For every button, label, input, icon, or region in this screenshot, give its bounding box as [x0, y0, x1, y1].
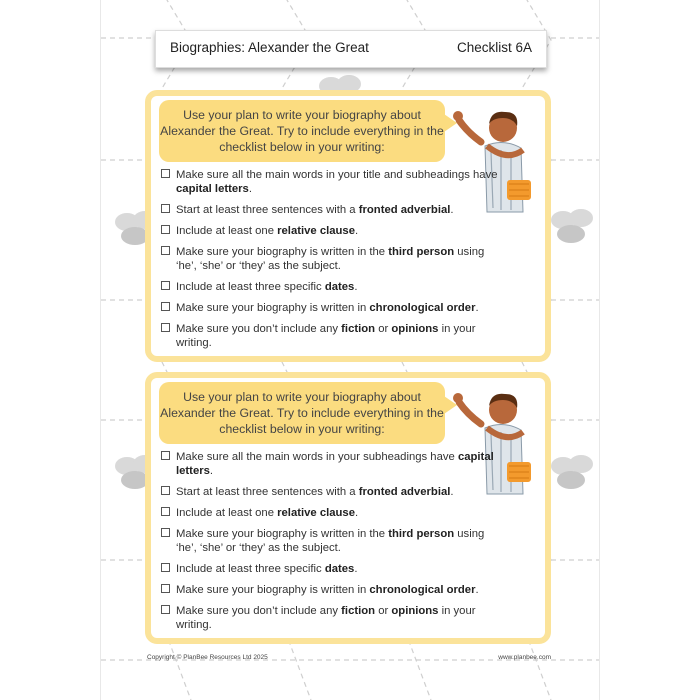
- list-item: Include at least one relative clause.: [161, 224, 501, 238]
- checkbox[interactable]: [161, 605, 170, 614]
- checklist: [161, 450, 501, 639]
- list-item: Make sure you don’t include any fiction or opinions in your writing.: [161, 322, 501, 350]
- website-link[interactable]: www.planbee.com: [498, 654, 551, 661]
- checkbox[interactable]: [161, 225, 170, 234]
- checklist-code: Checklist 6A: [456, 40, 532, 55]
- checklist: [161, 168, 501, 357]
- instruction-line: Use your plan to write your biography about: [183, 390, 421, 404]
- checkbox[interactable]: [161, 528, 170, 537]
- list-item: Make sure you don’t include any fiction or opinions in your writing.: [161, 604, 501, 632]
- instruction-line: checklist below in your writing:: [219, 140, 385, 154]
- list-item: Start at least three sentences with a fronted adverbial.: [161, 485, 501, 499]
- checkbox[interactable]: [161, 507, 170, 516]
- instruction-line: Alexander the Great. Try to include everything in the: [160, 124, 444, 138]
- list-item: Include at least three specific dates.: [161, 280, 501, 294]
- instruction-line: checklist below in your writing:: [219, 422, 385, 436]
- instruction-bubble: [159, 382, 445, 444]
- list-item: Include at least three specific dates.: [161, 562, 501, 576]
- worksheet-header: [155, 30, 547, 68]
- checkbox[interactable]: [161, 486, 170, 495]
- list-item: Include at least one relative clause.: [161, 506, 501, 520]
- instruction-line: Use your plan to write your biography about: [183, 108, 421, 122]
- worksheet-page: [100, 0, 600, 700]
- checkbox[interactable]: [161, 584, 170, 593]
- checklist-panel-1: [145, 90, 551, 362]
- instruction-bubble: [159, 100, 445, 162]
- list-item: Make sure your biography is written in chronological order.: [161, 301, 501, 315]
- list-item: Make sure all the main words in your title and subheadings have capital letters.: [161, 168, 501, 196]
- checkbox[interactable]: [161, 204, 170, 213]
- checkbox[interactable]: [161, 451, 170, 460]
- checkbox[interactable]: [161, 323, 170, 332]
- copyright-text: Copyright © PlanBee Resources Ltd 2025: [147, 654, 268, 661]
- checkbox[interactable]: [161, 246, 170, 255]
- checkbox[interactable]: [161, 302, 170, 311]
- list-item: Make sure your biography is written in chronological order.: [161, 583, 501, 597]
- checkbox[interactable]: [161, 563, 170, 572]
- list-item: Make sure all the main words in your subheadings have capital letters.: [161, 450, 501, 478]
- checkbox[interactable]: [161, 169, 170, 178]
- checklist-panel-2: [145, 372, 551, 644]
- worksheet-title: Biographies: Alexander the Great: [170, 40, 369, 55]
- list-item: Make sure your biography is written in the third person using ‘he’, ‘she’ or ‘they’ as the subject.: [161, 245, 501, 273]
- list-item: Make sure your biography is written in the third person using ‘he’, ‘she’ or ‘they’ as the subject.: [161, 527, 501, 555]
- checkbox[interactable]: [161, 281, 170, 290]
- instruction-line: Alexander the Great. Try to include everything in the: [160, 406, 444, 420]
- list-item: Start at least three sentences with a fronted adverbial.: [161, 203, 501, 217]
